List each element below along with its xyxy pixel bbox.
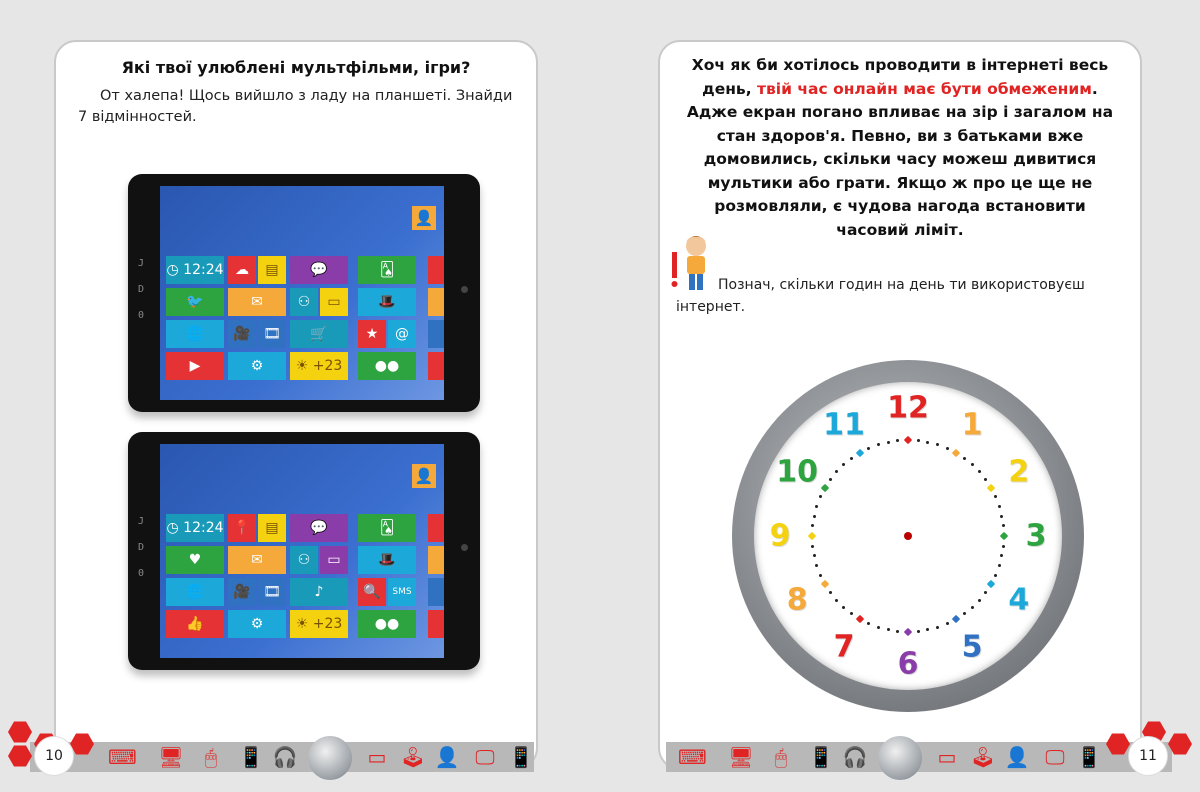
- heart-icon[interactable]: ♥: [166, 546, 224, 574]
- minute-dot: [811, 545, 814, 548]
- chat-small-icon[interactable]: ▭: [320, 546, 348, 574]
- minute-dot: [829, 478, 832, 481]
- side-button-1: J: [138, 258, 145, 269]
- clock-number-6: 6: [897, 646, 919, 682]
- clock: [732, 360, 1084, 712]
- joystick-icon: 🕹: [400, 745, 426, 769]
- location-pin-icon[interactable]: 📍: [228, 514, 256, 542]
- minute-dot: [887, 441, 890, 444]
- hexagon-icon: [8, 720, 32, 744]
- counter-label: +23: [312, 616, 343, 632]
- minute-dot: [987, 484, 995, 492]
- clock-number-10: 10: [776, 454, 819, 490]
- side-button-3: 0: [138, 568, 145, 579]
- tablet-screen: [160, 186, 444, 400]
- edge-tile-4: [428, 610, 444, 638]
- minute-dot: [896, 630, 899, 633]
- minute-dot: [1000, 515, 1003, 518]
- hexagon-icon: [8, 744, 32, 768]
- minute-dot: [1002, 524, 1005, 527]
- minute-dot: [963, 612, 966, 615]
- screen-icon: 🖵: [1045, 745, 1065, 769]
- advice-text-start: Хоч як би хотілось проводити в інтернеті весь день,: [691, 56, 1109, 98]
- clock-number-11: 11: [823, 407, 865, 443]
- side-button-1: J: [138, 516, 145, 527]
- gears-icon[interactable]: ⚙: [228, 610, 286, 638]
- cloud-icon[interactable]: ☁: [228, 256, 256, 284]
- minute-dot: [952, 449, 960, 457]
- minute-dot: [998, 505, 1001, 508]
- globe-icon: [878, 736, 922, 780]
- cards-icon[interactable]: 🂡: [358, 514, 416, 542]
- minute-dot: [877, 626, 880, 629]
- minute-dot: [984, 478, 987, 481]
- minute-dot: [1002, 545, 1005, 548]
- minute-dot: [1000, 554, 1003, 557]
- clock-tile[interactable]: [166, 514, 224, 542]
- star-icon[interactable]: ★: [358, 320, 386, 348]
- clock-face: [754, 382, 1062, 690]
- phone-icon: 📱: [238, 745, 264, 769]
- hat-icon[interactable]: 🎩: [358, 288, 416, 316]
- clock-number-7: 7: [833, 629, 855, 665]
- minute-dot: [998, 564, 1001, 567]
- minute-dot: [819, 495, 822, 498]
- computer-icon: 🖥: [728, 745, 754, 769]
- minute-dot: [829, 591, 832, 594]
- minute-dot: [850, 612, 853, 615]
- mouse-icon: 🖱: [205, 745, 217, 769]
- right-page: [658, 40, 1142, 770]
- minute-dot: [813, 554, 816, 557]
- minute-dot: [926, 628, 929, 631]
- video-camera-icon[interactable]: 🎥: [228, 578, 256, 606]
- sun-icon: ☀: [295, 616, 309, 632]
- minute-dot: [877, 443, 880, 446]
- clock-number-9: 9: [769, 518, 791, 554]
- minute-dot: [835, 470, 838, 473]
- minute-dot: [821, 484, 829, 492]
- clock-number-5: 5: [961, 629, 983, 665]
- minute-dot: [811, 524, 814, 527]
- globe-icon: [308, 736, 352, 780]
- magnifier-icon[interactable]: 🔍: [358, 578, 386, 606]
- minute-dot: [917, 439, 920, 442]
- minute-dot: [815, 505, 818, 508]
- thumbs-up-icon[interactable]: 👍: [166, 610, 224, 638]
- clock-number-4: 4: [1008, 582, 1030, 618]
- computer-icon: 🖥: [158, 745, 184, 769]
- film-icon[interactable]: 🎞: [258, 320, 286, 348]
- mouse-icon: 🖱: [775, 745, 787, 769]
- music-note-icon[interactable]: ♪: [290, 578, 348, 606]
- minute-dot: [904, 628, 912, 636]
- minute-dot: [971, 606, 974, 609]
- tablet-bottom: [128, 432, 480, 670]
- mail-icon[interactable]: ✉: [228, 546, 286, 574]
- page-number-right: 11: [1128, 736, 1168, 776]
- minute-dot: [904, 436, 912, 444]
- minute-dot: [963, 457, 966, 460]
- minute-dot: [984, 591, 987, 594]
- intro-text: От халепа! Щось вийшло з ладу на планшеті. Знайди 7 відмінностей.: [78, 88, 513, 125]
- advice-highlight: твій час онлайн має бути обмеженим: [757, 79, 1092, 98]
- at-icon[interactable]: @: [388, 320, 416, 348]
- time-label: 12:24: [183, 262, 224, 278]
- chat-icon[interactable]: 💬: [290, 256, 348, 284]
- billiard-icon[interactable]: ●●: [358, 610, 416, 638]
- cart-icon[interactable]: 🛒: [290, 320, 348, 348]
- minute-dot: [842, 463, 845, 466]
- gears-icon[interactable]: ⚙: [228, 352, 286, 380]
- bird-icon[interactable]: 🐦: [166, 288, 224, 316]
- minute-dot: [978, 599, 981, 602]
- screen-icon: 🖵: [475, 745, 495, 769]
- film-icon[interactable]: 🎞: [258, 578, 286, 606]
- minute-dot: [896, 439, 899, 442]
- minute-dot: [835, 599, 838, 602]
- clock-number-3: 3: [1025, 518, 1047, 554]
- minute-dot: [856, 449, 864, 457]
- page-title: Які твої улюблені мультфільми, ігри?: [121, 58, 471, 77]
- clock-number-8: 8: [786, 582, 808, 618]
- side-button-3: 0: [138, 310, 145, 321]
- edge-tile-1: [428, 256, 444, 284]
- minute-dot: [936, 626, 939, 629]
- clock-number-12: 12: [887, 390, 929, 426]
- minute-dot: [850, 457, 853, 460]
- joystick-icon: 🕹: [970, 745, 996, 769]
- minute-dot: [971, 463, 974, 466]
- sms-label: SMS: [392, 587, 412, 597]
- minute-dot: [987, 580, 995, 588]
- minute-dot: [821, 580, 829, 588]
- mail-icon[interactable]: ✉: [228, 288, 286, 316]
- minute-dot: [917, 630, 920, 633]
- left-page: [54, 40, 538, 770]
- edge-tile-4: [428, 352, 444, 380]
- headphones-icon: 🎧: [272, 745, 298, 769]
- edge-tile-1: [428, 514, 444, 542]
- minute-dot: [815, 564, 818, 567]
- minute-dot: [1000, 532, 1008, 540]
- video-camera-icon[interactable]: 🎥: [228, 320, 256, 348]
- share-icon[interactable]: ⚇: [290, 288, 318, 316]
- news-icon[interactable]: ▤: [258, 514, 286, 542]
- sun-icon: ☀: [295, 358, 309, 374]
- minute-dot: [936, 443, 939, 446]
- tablet-screen: [160, 444, 444, 658]
- counter-label: +23: [312, 358, 343, 374]
- chat-small-icon[interactable]: ▭: [320, 288, 348, 316]
- laptop-icon: ⌨: [108, 745, 137, 769]
- minute-dot: [994, 574, 997, 577]
- camera-icon: [461, 544, 468, 551]
- user-icon[interactable]: 👤: [412, 206, 436, 230]
- camera-icon: [461, 286, 468, 293]
- minute-dot: [813, 515, 816, 518]
- user-network-icon: 👤: [434, 745, 460, 769]
- minute-dot: [926, 441, 929, 444]
- side-button-2: D: [138, 542, 145, 553]
- mark-instruction: Познач, скільки годин на день ти використовуєш інтернет.: [676, 277, 1085, 315]
- hat-icon[interactable]: 🎩: [358, 546, 416, 574]
- edge-tile-3: [428, 320, 444, 348]
- minute-dot: [842, 606, 845, 609]
- advice-text-end: . Адже екран погано впливає на зір і загалом на стан здоров'я. Певно, ви з батьками вже домовились, скільки часу можеш дивитися мультики або грати. Якщо ж про це ще не розмовляли, є чудова нагода встановити часовий ліміт.: [686, 79, 1114, 239]
- minute-dot: [867, 447, 870, 450]
- clock-icon: ◷: [166, 262, 179, 278]
- tablet-top: [128, 174, 480, 412]
- user-network-icon: 👤: [1004, 745, 1030, 769]
- user-icon[interactable]: 👤: [412, 464, 436, 488]
- minute-dot: [978, 470, 981, 473]
- play-icon[interactable]: ▶: [166, 352, 224, 380]
- page-number-left: 10: [34, 736, 74, 776]
- footer: [0, 734, 1200, 780]
- chat-icon[interactable]: 💬: [290, 514, 348, 542]
- minute-dot: [867, 622, 870, 625]
- globe-icon[interactable]: 🌐: [166, 578, 224, 606]
- minute-dot: [946, 447, 949, 450]
- minute-dot: [808, 532, 816, 540]
- headphones-icon: 🎧: [842, 745, 868, 769]
- minute-dot: [819, 574, 822, 577]
- tablet-icon: ▭: [937, 745, 957, 769]
- sun-counter-tile[interactable]: [290, 610, 348, 638]
- phone-icon: 📱: [808, 745, 834, 769]
- clock-tile[interactable]: [166, 256, 224, 284]
- laptop-icon: ⌨: [678, 745, 707, 769]
- cards-icon[interactable]: 🂡: [358, 256, 416, 284]
- sms-tile[interactable]: [388, 578, 416, 606]
- news-icon[interactable]: ▤: [258, 256, 286, 284]
- minute-dot: [994, 495, 997, 498]
- billiard-icon[interactable]: ●●: [358, 352, 416, 380]
- clock-number-2: 2: [1008, 454, 1030, 490]
- advice-text: [680, 54, 1120, 242]
- minute-dot: [856, 615, 864, 623]
- edge-tile-2: [428, 546, 444, 574]
- phone-icon: 📱: [1076, 745, 1102, 769]
- tablet-icon: ▭: [367, 745, 387, 769]
- clock-number-1: 1: [961, 407, 983, 443]
- minute-dot: [887, 628, 890, 631]
- edge-tile-2: [428, 288, 444, 316]
- clock-center: [904, 532, 912, 540]
- minute-dot: [946, 622, 949, 625]
- time-label: 12:24: [183, 520, 224, 536]
- globe-icon[interactable]: 🌐: [166, 320, 224, 348]
- minute-dot: [952, 615, 960, 623]
- edge-tile-3: [428, 578, 444, 606]
- side-button-2: D: [138, 284, 145, 295]
- clock-icon: ◷: [166, 520, 179, 536]
- sun-counter-tile[interactable]: [290, 352, 348, 380]
- share-icon[interactable]: ⚇: [290, 546, 318, 574]
- phone-icon: 📱: [508, 745, 534, 769]
